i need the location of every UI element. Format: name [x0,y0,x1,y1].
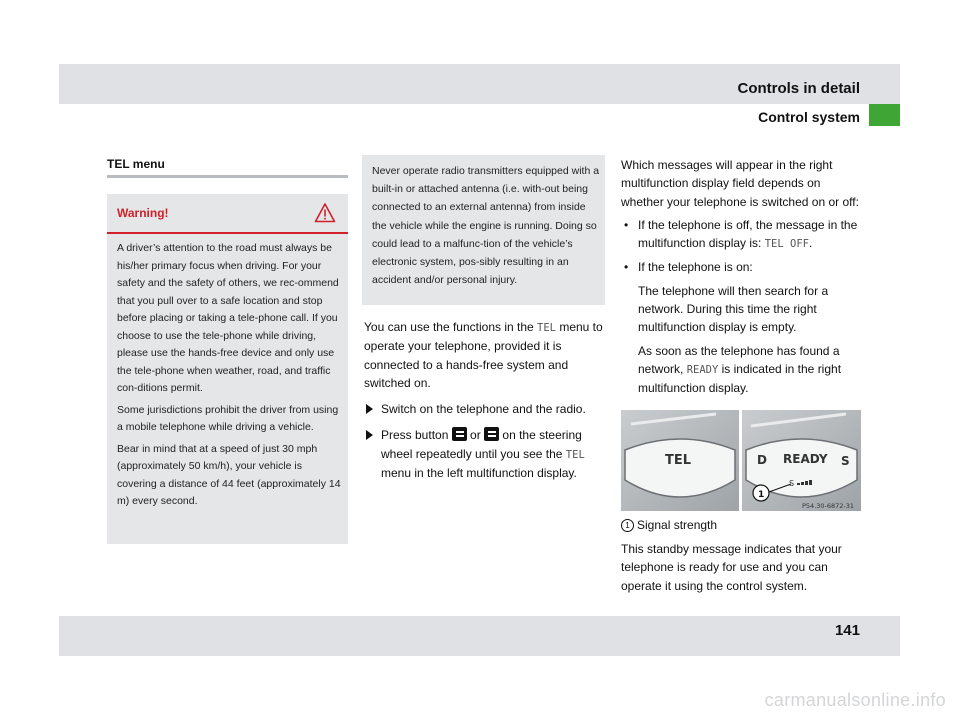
right-column [621,156,861,403]
warning-triangle-icon [314,202,336,224]
bullet-dot: • [624,217,629,232]
step-arrow-icon [366,404,373,414]
step-text: or [466,428,485,443]
radio-transmitter-note [362,155,605,305]
code-tel: TEL [565,448,585,461]
heading-rule [107,175,348,178]
code-tel: TEL [537,322,556,334]
code-tel-off: TEL OFF [764,238,809,251]
warning-heading: Warning! [117,206,169,220]
signal-text: S [789,479,795,488]
note-text: Never operate radio transmitters equipped with a built-in or attached antenna (i.e. with-out being connected to an external antenna) from inside the vehicle while the engine is running. Doing so could lead to a malfunc-tion of the vehicle’s electronic system, pos-sibly resulting in an accident and/or personal injury. [372,165,600,287]
callout-number: 1 [758,490,765,500]
display-button-icon [484,427,499,441]
subsection-title: Control system [758,109,860,125]
caption-marker: 1 [621,519,634,532]
display-text-d: D [757,453,767,467]
warning-paragraph: Some jurisdictions prohibit the driver from using a mobile telephone while driving a vehicle. [117,403,339,433]
warning-paragraph: A driver’s attention to the road must always be his/her primary focus when driving. For your safety and the safety of others, we rec-ommend that you pull over to a safe location and stop before placing or taking a tele-phone call. If you choose to use the tele-phone while driving, please use the hands-free device and only use the tele-phone when weather, road, and traffic con-ditions permit. [117,242,339,394]
step-arrow-icon [366,430,373,440]
text-span: As soon as the telephone has found a network, [638,343,840,376]
text-span: is indicated in the right multifunction display. [638,361,842,396]
display-button-icon [452,427,467,441]
bullet-text: If the telephone is off, the message in the multifunction display is: [638,217,858,251]
left-display-screen [625,439,735,497]
sub-paragraph: The telephone will then search for a network. During this time the right multifunction display is empty. [638,283,829,335]
step-text: Press button [381,428,452,443]
sub-paragraph [621,342,861,398]
text-span: menu to operate your telephone, provided it is connected to a hands-free system and switched on. [364,320,603,390]
watermark: carmanualsonline.info [764,690,946,710]
page-number: 141 [834,622,860,639]
instruction-step [364,400,609,418]
figure-caption [621,516,861,534]
messages-intro: Which messages will appear in the right multifunction display field depends on whether your telephone is switched on or off: [621,158,859,209]
step-text: menu in the left multifunction display. [381,466,577,481]
display-text-ready: READY [783,452,828,466]
warning-body [117,240,343,515]
middle-column [364,318,609,490]
bullet-text: . [809,236,813,251]
page-heading: TEL menu [107,157,165,171]
caption-text: Signal strength [637,518,718,532]
bullet-text: If the telephone is on: [638,260,753,275]
multifunction-display-figure [621,410,861,511]
step-text: Switch on the telephone and the radio. [381,402,586,417]
text-span: You can use the functions in the [364,320,538,334]
warning-paragraph: Bear in mind that at a speed of just 30 mph (approximately 50 km/h), your vehicle is covering a distance of 44 feet (approximately 14 m) every second. [117,442,341,507]
display-text-s: S [841,454,850,468]
footer-band [59,616,900,656]
code-ready: READY [686,363,719,376]
tel-intro [364,318,609,392]
figure-code: P54.30-6872-31 [802,502,855,510]
display-text-tel: TEL [665,453,692,468]
instruction-step [364,426,609,482]
step-text: on the steering wheel repeatedly until you see the [381,428,582,461]
section-tab-marker [869,104,900,126]
standby-paragraph: This standby message indicates that your telephone is ready for use and you can operate it using the control system. [621,542,842,593]
bullet-item [621,216,861,254]
bullet-item [621,258,861,276]
warning-box [107,194,348,544]
bullet-dot: • [624,260,629,275]
section-title: Controls in detail [737,80,860,97]
warning-divider [107,232,348,234]
